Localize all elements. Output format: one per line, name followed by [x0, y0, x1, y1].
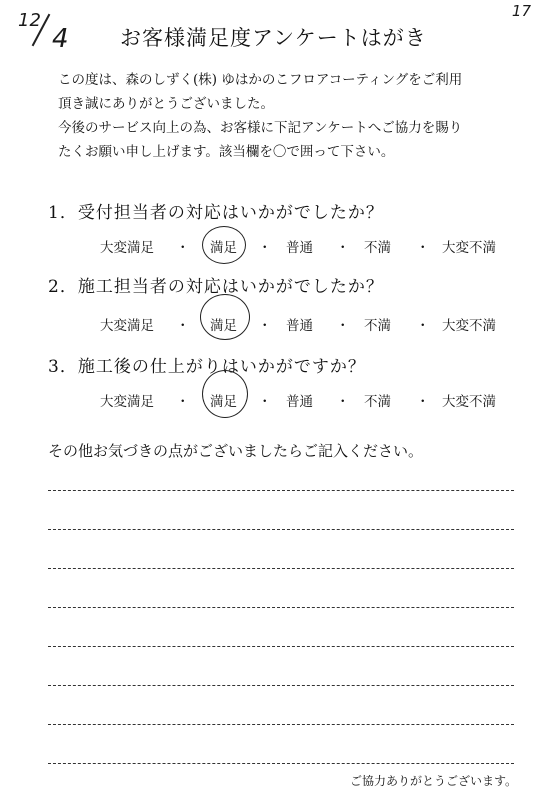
option-neutral[interactable]: 普通 — [286, 318, 313, 334]
date-day: 4 — [52, 24, 69, 54]
handwritten-page-number: 17 — [511, 2, 531, 20]
option-very-satisfied[interactable]: 大変満足 — [100, 318, 154, 334]
comment-line[interactable] — [48, 607, 514, 608]
option-satisfied[interactable]: 満足 — [210, 318, 237, 334]
option-very-dissatisfied[interactable]: 大変不満 — [442, 394, 496, 410]
option-dissatisfied[interactable]: 不満 — [364, 318, 391, 334]
option-very-satisfied[interactable]: 大変満足 — [100, 240, 154, 256]
option-very-dissatisfied[interactable]: 大変不満 — [442, 318, 496, 334]
separator: ・ — [258, 240, 272, 256]
separator: ・ — [176, 318, 190, 334]
comment-line[interactable] — [48, 646, 514, 647]
separator: ・ — [258, 394, 272, 410]
footer-thanks: ご協力ありがとうございます。 — [349, 774, 517, 788]
separator: ・ — [336, 318, 350, 334]
answer-circle — [200, 294, 250, 340]
option-neutral[interactable]: 普通 — [286, 394, 313, 410]
intro-line: この度は、森のしずく(株) ゆはかのこフロアコーティングをご利用 — [58, 72, 463, 88]
separator: ・ — [176, 240, 190, 256]
intro-line: 頂き誠にありがとうございました。 — [58, 96, 274, 112]
intro-line: たくお願い申し上げます。該当欄を〇で囲って下さい。 — [58, 144, 395, 160]
comment-line[interactable] — [48, 529, 514, 530]
question-2: 2．施工担当者の対応はいかがでしたか？ — [48, 277, 384, 297]
option-neutral[interactable]: 普通 — [286, 240, 313, 256]
option-very-dissatisfied[interactable]: 大変不満 — [442, 240, 496, 256]
comment-line[interactable] — [48, 490, 514, 491]
separator: ・ — [336, 394, 350, 410]
intro-text — [58, 68, 528, 164]
separator: ・ — [416, 240, 430, 256]
question-2-options — [100, 314, 510, 336]
question-3-options — [100, 390, 510, 412]
date-month: 12 — [18, 10, 41, 31]
comment-line[interactable] — [48, 568, 514, 569]
page-title: お客様満足度アンケートはがき — [120, 26, 427, 50]
intro-line: 今後のサービス向上の為、お客様に下記アンケートへご協力を賜り — [58, 120, 463, 136]
option-dissatisfied[interactable]: 不満 — [364, 240, 391, 256]
comment-line[interactable] — [48, 763, 514, 764]
question-3: 3．施工後の仕上がりはいかがですか？ — [48, 357, 366, 377]
question-1-options — [100, 236, 510, 258]
option-very-satisfied[interactable]: 大変満足 — [100, 394, 154, 410]
comment-line[interactable] — [48, 724, 514, 725]
handwritten-date — [18, 10, 88, 60]
comments-prompt: その他お気づきの点がございましたらご記入ください。 — [48, 442, 424, 460]
option-satisfied[interactable]: 満足 — [210, 240, 237, 256]
separator: ・ — [258, 318, 272, 334]
separator: ・ — [416, 318, 430, 334]
answer-circle — [202, 226, 246, 264]
question-1: 1．受付担当者の対応はいかがでしたか？ — [48, 203, 384, 223]
separator: ・ — [176, 394, 190, 410]
option-satisfied[interactable]: 満足 — [210, 394, 237, 410]
separator: ・ — [336, 240, 350, 256]
comment-line[interactable] — [48, 685, 514, 686]
answer-circle — [202, 370, 248, 418]
option-dissatisfied[interactable]: 不満 — [364, 394, 391, 410]
separator: ・ — [416, 394, 430, 410]
